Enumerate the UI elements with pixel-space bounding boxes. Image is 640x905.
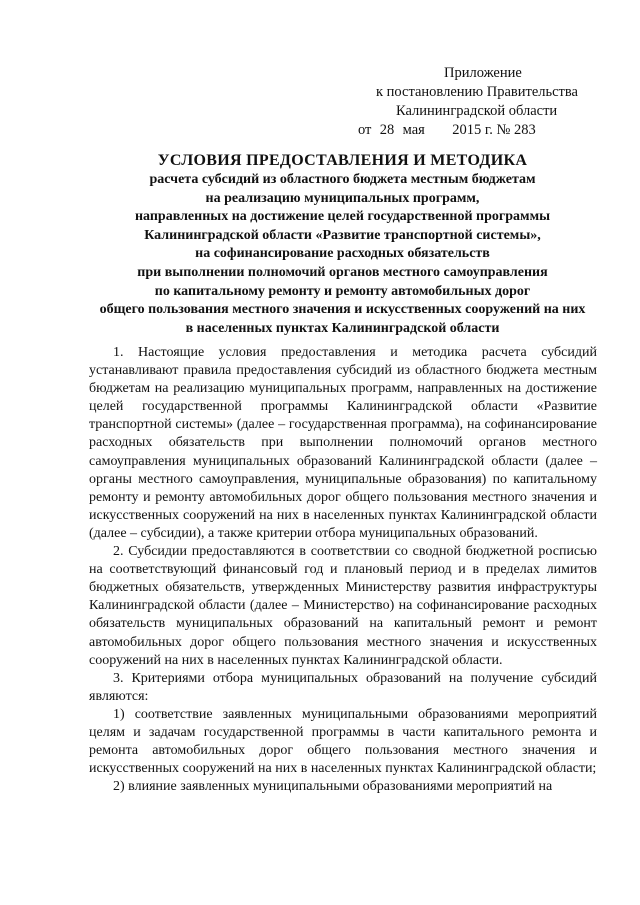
title-line: на софинансирование расходных обязательств <box>195 246 490 262</box>
appendix-date-line <box>358 121 608 140</box>
title-line: в населенных пунктах Калининградской области <box>185 320 500 336</box>
date-year: 2015 г. <box>452 122 493 138</box>
paragraph-3-item-1: 1) соответствие заявленных муниципальными образованиями мероприятий целям и задачам государственной программы в части капитального ремонта и ремонта автомобильных дорог общего пользования местного значения и искусственных сооружений на них в населенных пунктах Калининградской области; <box>89 706 597 777</box>
date-month: мая <box>402 122 425 138</box>
title-line: на реализацию муниципальных программ, <box>205 190 480 206</box>
appendix-header <box>358 64 608 140</box>
title-line: при выполнении полномочий органов местного самоуправления <box>137 264 548 280</box>
title-main: УСЛОВИЯ ПРЕДОСТАВЛЕНИЯ И МЕТОДИКА <box>157 152 528 169</box>
paragraph-3: 3. Критериями отбора муниципальных образований на получение субсидий являются: <box>89 670 597 704</box>
appendix-resolution-line: к постановлению Правительства <box>376 84 578 100</box>
title-line: общего пользования местного значения и искусственных сооружений на них <box>99 302 586 318</box>
appendix-region-line: Калининградской области <box>396 103 558 119</box>
paragraph-2: 2. Субсидии предоставляются в соответствии со сводной бюджетной росписью на соответствующий финансовый год и плановый период и в пределах лимитов бюджетных обязательств, утвержденных Министерству развития инфраструктуры Калининградской области (далее – Министерство) на софинансирование расходных обязательств муниципальных образований на капитальный ремонт и ремонт автомобильных дорог общего пользования местного значения и искусственных сооружений на них в населенных пунктах Калининградской области. <box>89 544 597 668</box>
title-line: направленных на достижение целей государственной программы <box>134 209 551 225</box>
title-line: расчета субсидий из областного бюджета местным бюджетам <box>149 172 536 187</box>
number-label: № <box>496 122 511 138</box>
document-number: 283 <box>513 122 536 138</box>
appendix-label: Приложение <box>444 65 522 81</box>
document-body <box>89 344 597 796</box>
title-line: Калининградской области «Развитие транспортной системы», <box>144 227 541 243</box>
date-day: 28 <box>379 122 395 138</box>
paragraph-1: 1. Настоящие условия предоставления и методика расчета субсидий устанавливают правила предоставления субсидий из областного бюджета местным бюджетам на реализацию муниципальных программ, направленных на достижение целей государственной программы Калининградской области «Развитие транспортной системы» (далее – государственная программа), на софинансирование расходных обязательств при выполнении полномочий органов местного самоуправления муниципальных образований Калининградской области (далее – органы местного самоуправления, муниципальные образования) по капитальному ремонту и ремонту автомобильных дорог общего пользования местного значения и искусственных сооружений на них в населенных пунктах Калининградской области (далее – субсидии), а также критерии отбора муниципальных образований. <box>89 345 597 541</box>
date-prefix: от <box>358 122 372 138</box>
paragraph-3-item-2: 2) влияние заявленных муниципальными образованиями мероприятий на <box>113 779 553 795</box>
document-title <box>80 151 605 338</box>
title-line: по капитальному ремонту и ремонту автомобильных дорог <box>154 283 531 299</box>
